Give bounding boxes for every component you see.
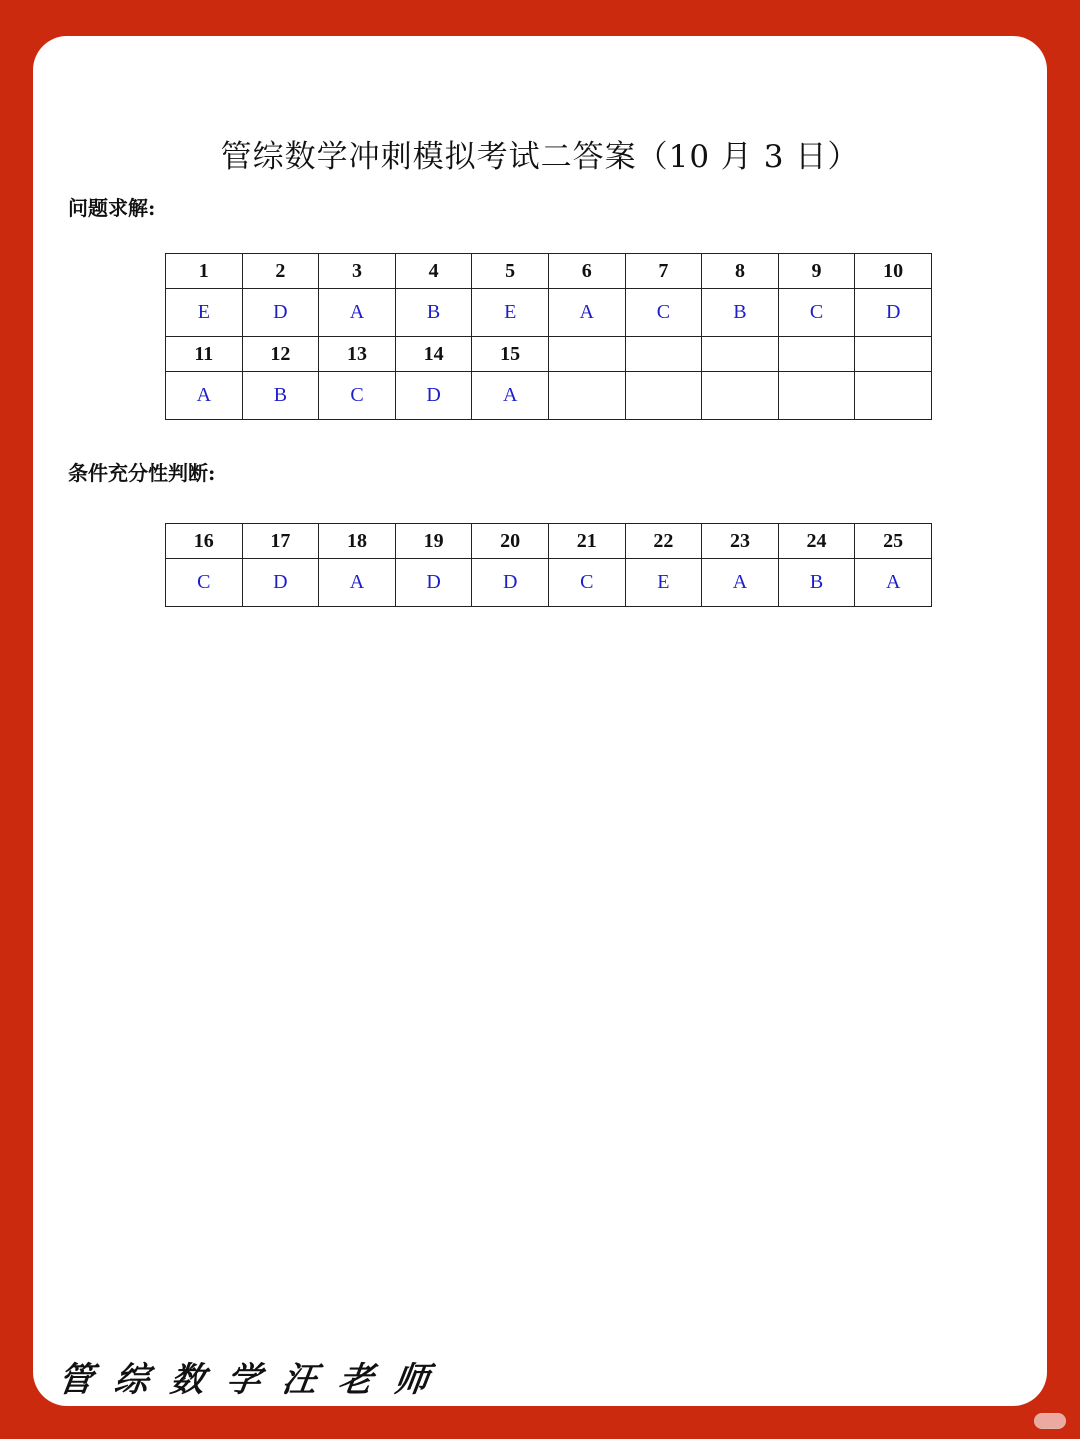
question-number-cell (702, 337, 779, 372)
answer-cell: A (319, 559, 396, 607)
question-number-cell: 15 (472, 337, 549, 372)
answer-cell: A (702, 559, 779, 607)
answer-cell: B (702, 289, 779, 337)
answer-row (166, 372, 932, 420)
question-number-cell: 1 (166, 254, 243, 289)
question-number-cell: 9 (778, 254, 855, 289)
answer-cell: E (472, 289, 549, 337)
answer-cell: A (855, 559, 932, 607)
answer-cell: B (778, 559, 855, 607)
question-number-cell: 6 (548, 254, 625, 289)
answer-cell (778, 372, 855, 420)
question-number-cell: 4 (395, 254, 472, 289)
answer-row (166, 559, 932, 607)
answer-cell: D (472, 559, 549, 607)
answer-row (166, 289, 932, 337)
question-number-cell: 24 (778, 524, 855, 559)
question-number-cell: 12 (242, 337, 319, 372)
answer-cell: C (166, 559, 243, 607)
question-number-row (166, 337, 932, 372)
answer-cell: C (319, 372, 396, 420)
question-number-cell: 5 (472, 254, 549, 289)
answer-cell (625, 372, 702, 420)
question-number-cell: 21 (548, 524, 625, 559)
question-number-row (166, 524, 932, 559)
answer-cell (548, 372, 625, 420)
question-number-cell: 2 (242, 254, 319, 289)
section-label-problem-solving: 问题求解: (68, 196, 156, 220)
answer-cell: D (242, 559, 319, 607)
answer-cell: E (166, 289, 243, 337)
answer-cell: E (625, 559, 702, 607)
answer-cell: A (548, 289, 625, 337)
section-label-sufficiency: 条件充分性判断: (68, 461, 216, 485)
answer-cell (855, 372, 932, 420)
question-number-cell: 13 (319, 337, 396, 372)
answer-table-problem-solving (165, 253, 932, 420)
question-number-row (166, 254, 932, 289)
question-number-cell: 22 (625, 524, 702, 559)
answer-cell: A (472, 372, 549, 420)
answer-cell: C (548, 559, 625, 607)
answer-cell: B (395, 289, 472, 337)
answer-sheet-page (33, 36, 1047, 1406)
answer-cell: A (319, 289, 396, 337)
question-number-cell (625, 337, 702, 372)
question-number-cell: 8 (702, 254, 779, 289)
question-number-cell: 25 (855, 524, 932, 559)
question-number-cell: 14 (395, 337, 472, 372)
question-number-cell (855, 337, 932, 372)
question-number-cell: 20 (472, 524, 549, 559)
question-number-cell: 18 (319, 524, 396, 559)
author-signature: 管综数学汪老师 (55, 1360, 454, 1400)
answer-cell: D (395, 372, 472, 420)
answer-cell: A (166, 372, 243, 420)
answer-table-sufficiency (165, 523, 932, 607)
answer-cell: D (395, 559, 472, 607)
question-number-cell: 23 (702, 524, 779, 559)
question-number-cell (778, 337, 855, 372)
question-number-cell: 3 (319, 254, 396, 289)
question-number-cell: 10 (855, 254, 932, 289)
watermark-badge (1034, 1413, 1066, 1429)
answer-cell: D (242, 289, 319, 337)
question-number-cell: 7 (625, 254, 702, 289)
answer-cell: D (855, 289, 932, 337)
question-number-cell: 19 (395, 524, 472, 559)
question-number-cell: 16 (166, 524, 243, 559)
question-number-cell (548, 337, 625, 372)
answer-cell: C (625, 289, 702, 337)
answer-cell (702, 372, 779, 420)
page-title: 管综数学冲刺模拟考试二答案（10 月 3 日） (220, 139, 860, 175)
answer-cell: B (242, 372, 319, 420)
question-number-cell: 11 (166, 337, 243, 372)
answer-cell: C (778, 289, 855, 337)
question-number-cell: 17 (242, 524, 319, 559)
